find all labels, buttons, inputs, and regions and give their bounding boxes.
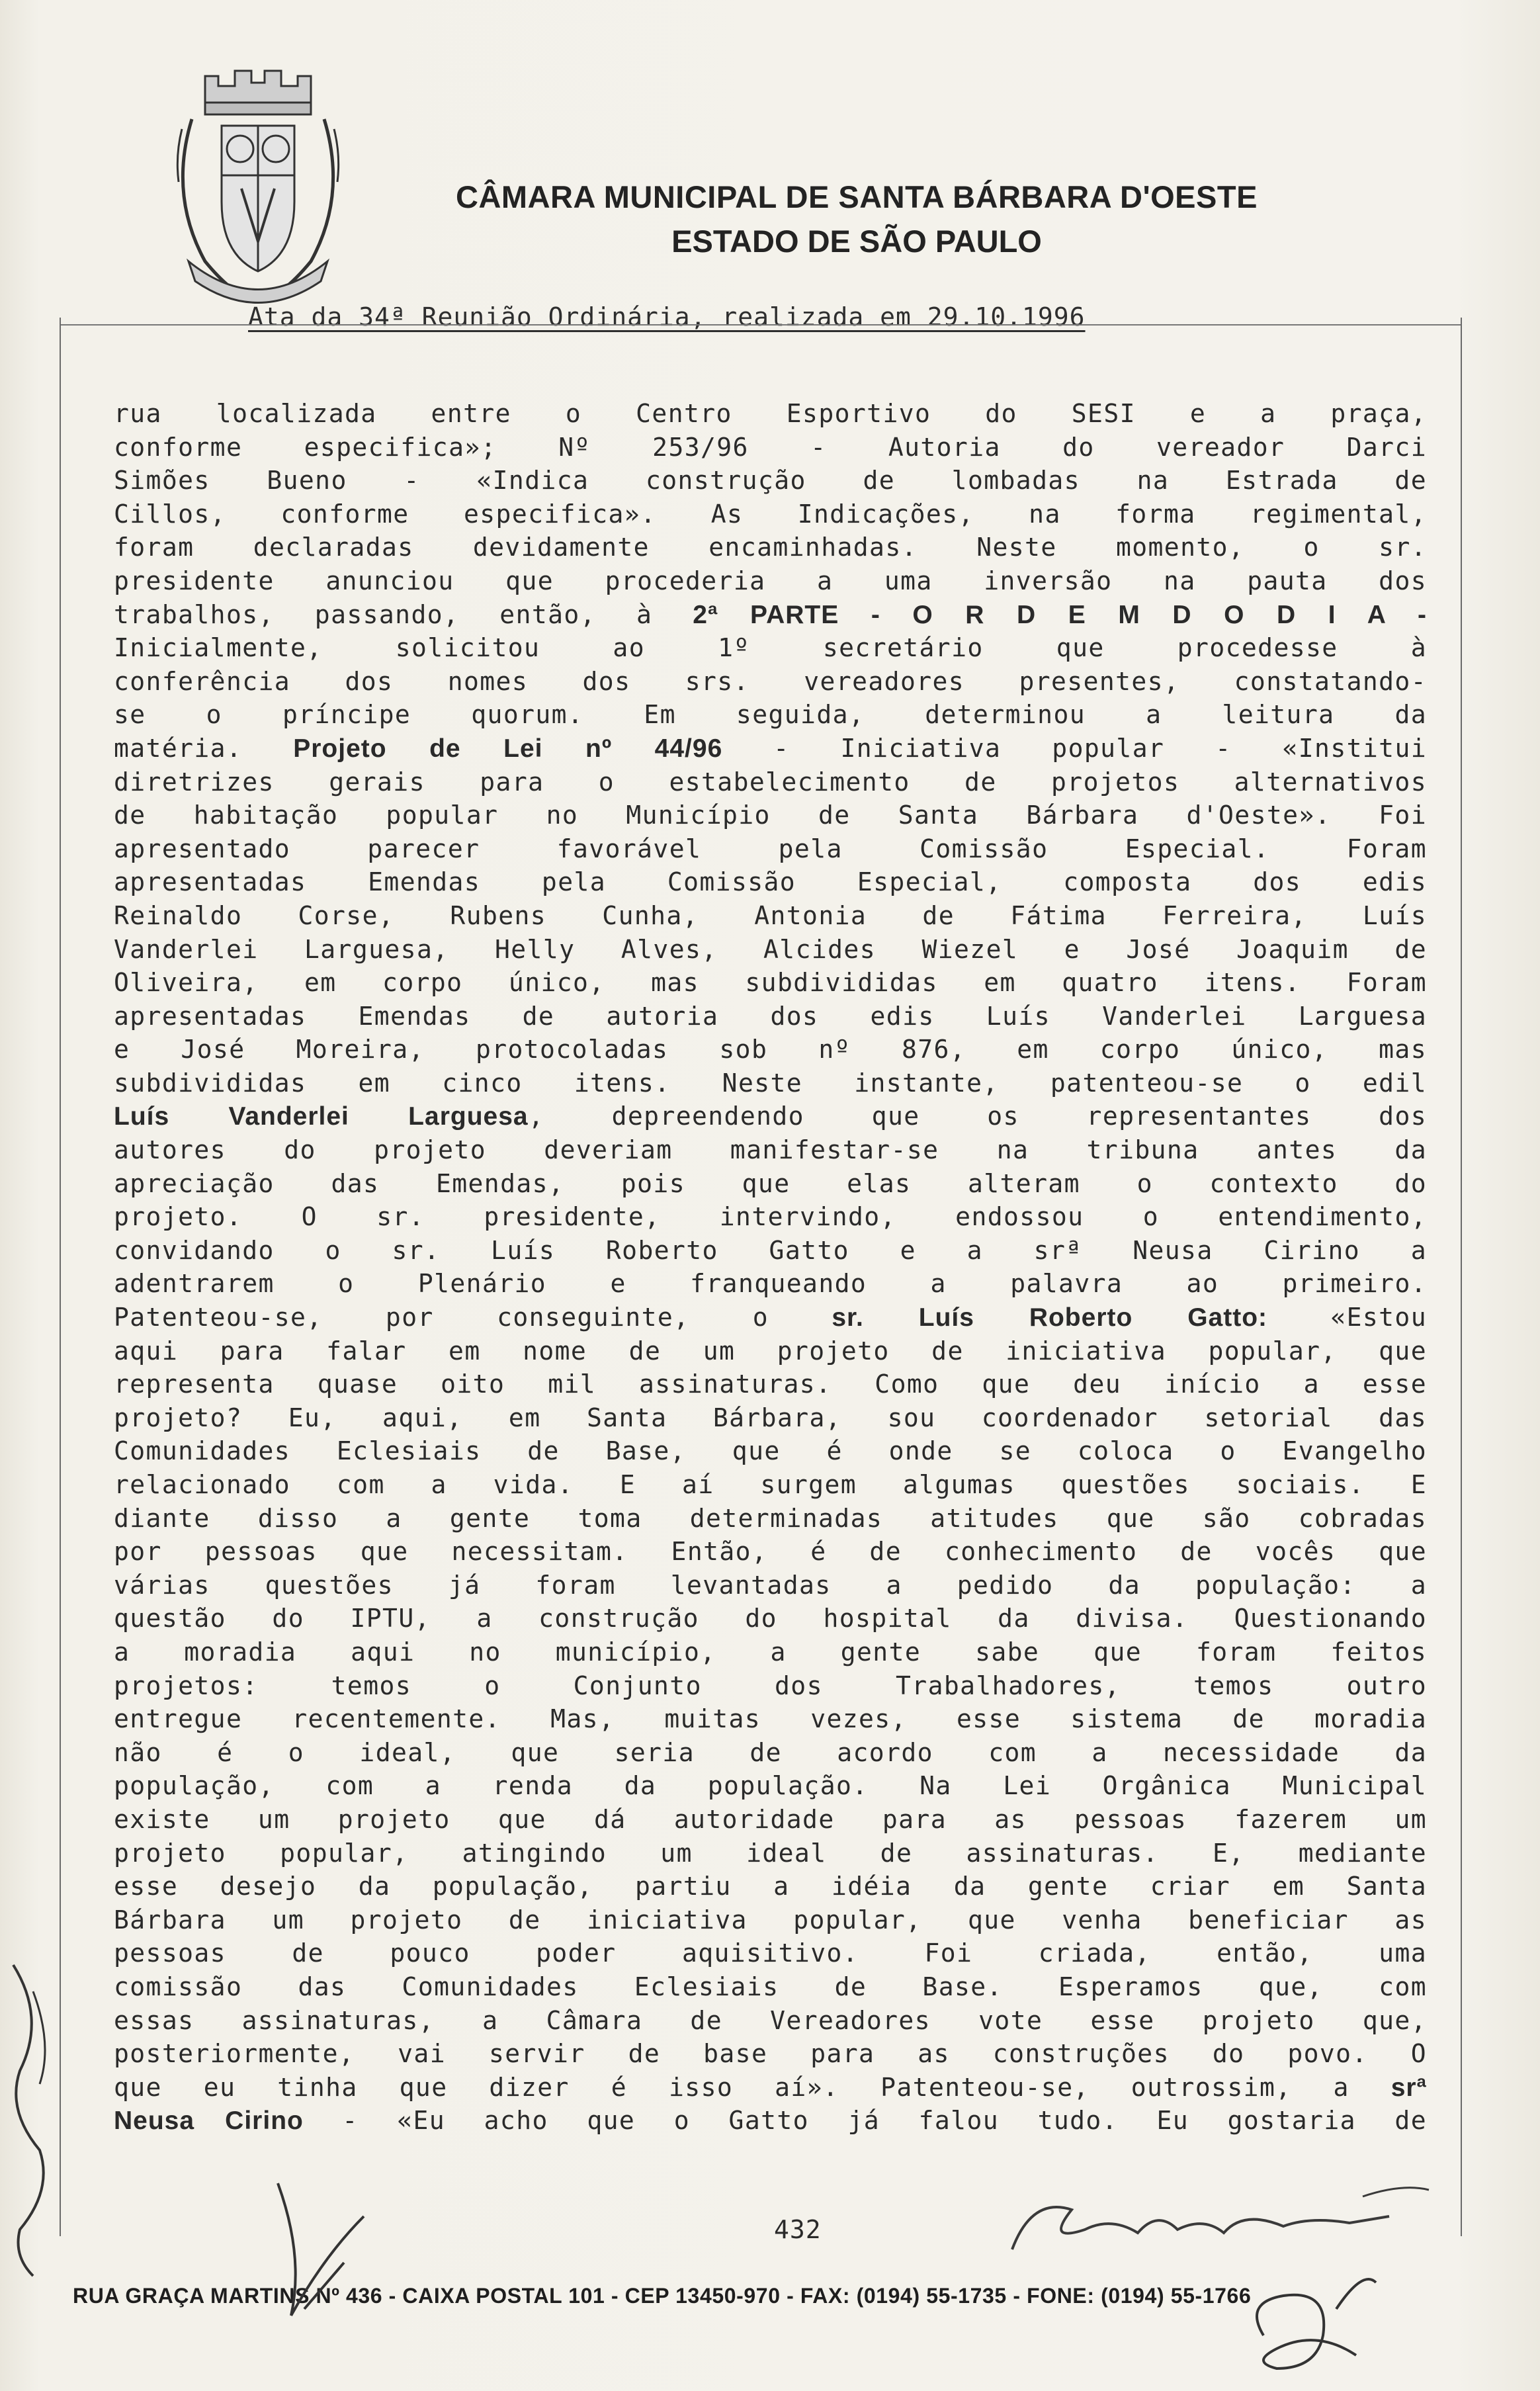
text-line: projetos: temos o Conjunto dos Trabalhadores, temos outro [114, 1671, 1427, 1700]
text-line: conforme especifica»; Nº 253/96 - Autoria do vereador Darci [114, 432, 1427, 462]
municipal-crest-icon [142, 63, 370, 314]
text-line: representa quase oito mil assinaturas. Como que deu início a esse [114, 1369, 1427, 1399]
text-line [114, 2104, 1427, 2138]
text-span: - Iniciativa popular - «Institui [722, 733, 1427, 763]
text-line: população, com a renda da população. Na Lei Orgânica Municipal [114, 1771, 1427, 1801]
text-line: projeto popular, atingindo um ideal de assinaturas. E, mediante [114, 1838, 1427, 1868]
text-line [114, 1301, 1427, 1334]
state-title: ESTADO DE SÃO PAULO [671, 224, 1042, 259]
text-line: relacionado com a vida. E aí surgem algumas questões sociais. E [114, 1470, 1427, 1499]
text-line: Reinaldo Corse, Rubens Cunha, Antonia de Fátima Ferreira, Luís [114, 900, 1427, 930]
text-line: essas assinaturas, a Câmara de Vereadores vote esse projeto que, [114, 2005, 1427, 2035]
text-line: Cillos, conforme especifica». As Indicações, na forma regimental, [114, 499, 1427, 529]
left-margin-rule [60, 318, 61, 2236]
text-line: Simões Bueno - «Indica construção de lombadas na Estrada de [114, 466, 1427, 496]
text-line: Comunidades Eclesiais de Base, que é onde se coloca o Evangelho [114, 1436, 1427, 1466]
session-subtitle: Ata da 34ª Reunião Ordinária, realizada em 29.10.1996 [248, 302, 1086, 331]
text-line [114, 1100, 1427, 1133]
text-line: pessoas de pouco poder aquisitivo. Foi criada, então, uma [114, 1938, 1427, 1968]
text-line: existe um projeto que dá autoridade para as pessoas fazerem um [114, 1804, 1427, 1834]
text-line [114, 2071, 1427, 2105]
text-line: não é o ideal, que seria de acordo com a necessidade da [114, 1737, 1427, 1767]
minutes-text [114, 397, 1427, 2138]
text-line: diretrizes gerais para o estabelecimento de projetos alternativos [114, 767, 1427, 797]
text-span: matéria. [114, 733, 294, 763]
text-line: várias questões já foram levantadas a pedido da população: a [114, 1570, 1427, 1600]
text-line: questão do IPTU, a construção do hospital da divisa. Questionando [114, 1604, 1427, 1633]
text-span: trabalhos, passando, então, à [114, 599, 693, 629]
text-line: esse desejo da população, partiu a idéia da gente criar em Santa [114, 1872, 1427, 1901]
text-line: projeto. O sr. presidente, intervindo, endossou o entendimento, [114, 1202, 1427, 1232]
speaker-name: Luís Vanderlei Larguesa [114, 1102, 529, 1131]
text-line: se o príncipe quorum. Em seguida, determinou a leitura da [114, 700, 1427, 730]
text-line: apresentado parecer favorável pela Comissão Especial. Foram [114, 834, 1427, 863]
text-line: rua localizada entre o Centro Esportivo do SESI e a praça, [114, 399, 1427, 428]
text-span: «Estou [1267, 1303, 1427, 1332]
text-line: projeto? Eu, aqui, em Santa Bárbara, sou coordenador setorial das [114, 1403, 1427, 1432]
institution-title: CÂMARA MUNICIPAL DE SANTA BÁRBARA D'OESTE [456, 179, 1258, 214]
text-line: Vanderlei Larguesa, Helly Alves, Alcides Wiezel e José Joaquim de [114, 934, 1427, 964]
text-line: apreciação das Emendas, pois que elas alteram o contexto do [114, 1168, 1427, 1198]
text-line: apresentadas Emendas pela Comissão Especial, composta dos edis [114, 867, 1427, 897]
text-line: Bárbara um projeto de iniciativa popular, que venha beneficiar as [114, 1905, 1427, 1935]
header-rule [60, 324, 1461, 326]
text-line: presidente anunciou que procederia a uma inversão na pauta dos [114, 566, 1427, 595]
signature-bottom-icon [1237, 2256, 1389, 2382]
text-span: - «Eu acho que o Gatto já falou tudo. Eu gostaria de [303, 2106, 1427, 2136]
signature-left-icon [265, 2177, 384, 2329]
text-line: a moradia aqui no município, a gente sabe que foram feitos [114, 1637, 1427, 1667]
text-line: de habitação popular no Município de Santa Bárbara d'Oeste». Foi [114, 801, 1427, 830]
text-line [114, 732, 1427, 765]
text-line: por pessoas que necessitam. Então, é de conhecimento de vocês que [114, 1537, 1427, 1567]
margin-signature-icon [0, 1952, 63, 2282]
text-line: Oliveira, em corpo único, mas subdivididas em quatro itens. Foram [114, 968, 1427, 998]
text-line: entregue recentemente. Mas, muitas vezes, esse sistema de moradia [114, 1704, 1427, 1734]
speaker-title: srª [1390, 2073, 1427, 2102]
text-line: apresentadas Emendas de autoria dos edis Luís Vanderlei Larguesa [114, 1001, 1427, 1031]
text-line: convidando o sr. Luís Roberto Gatto e a srª Neusa Cirino a [114, 1235, 1427, 1265]
text-span: Patenteou-se, por conseguinte, o [114, 1303, 832, 1332]
text-span: que eu tinha que dizer é isso aí». Patenteou-se, outrossim, a [114, 2072, 1391, 2102]
speaker-name: Neusa Cirino [114, 2107, 304, 2136]
footer-address: RUA GRAÇA MARTINS Nº 436 - CAIXA POSTAL 101 - CEP 13450-970 - FAX: (0194) 55-1735 - FONE: (0194) 55-1766 [73, 2284, 1252, 2308]
text-line: Inicialmente, solicitou ao 1º secretário que procedesse à [114, 633, 1427, 663]
text-line: conferência dos nomes dos srs. vereadores presentes, constatando- [114, 666, 1427, 696]
speaker-name: sr. Luís Roberto Gatto: [832, 1303, 1267, 1332]
text-line: aqui para falar em nome de um projeto de iniciativa popular, que [114, 1336, 1427, 1366]
text-span: , depreendendo que os representantes dos [528, 1102, 1427, 1131]
text-line: subdivididas em cinco itens. Neste instante, patenteou-se o edil [114, 1068, 1427, 1098]
text-line: e José Moreira, protocoladas sob nº 876, em corpo único, mas [114, 1035, 1427, 1065]
text-line: comissão das Comunidades Eclesiais de Base. Esperamos que, com [114, 1972, 1427, 2001]
right-margin-rule [1461, 318, 1462, 2236]
text-line: diante disso a gente toma determinadas atitudes que são cobradas [114, 1503, 1427, 1533]
bill-title: Projeto de Lei nº 44/96 [293, 734, 723, 763]
ordem-do-dia-heading: 2ª PARTE - O R D E M D O D I A - [693, 600, 1427, 629]
text-line: foram declaradas devidamente encaminhadas. Neste momento, o sr. [114, 533, 1427, 562]
signature-right-icon [939, 2170, 1442, 2269]
text-line: adentrarem o Plenário e franqueando a palavra ao primeiro. [114, 1269, 1427, 1299]
text-line: posteriormente, vai servir de base para as construções do povo. O [114, 2039, 1427, 2069]
text-line: autores do projeto deveriam manifestar-se na tribuna antes da [114, 1135, 1427, 1165]
text-line [114, 598, 1427, 632]
page-number: 432 [774, 2215, 822, 2244]
